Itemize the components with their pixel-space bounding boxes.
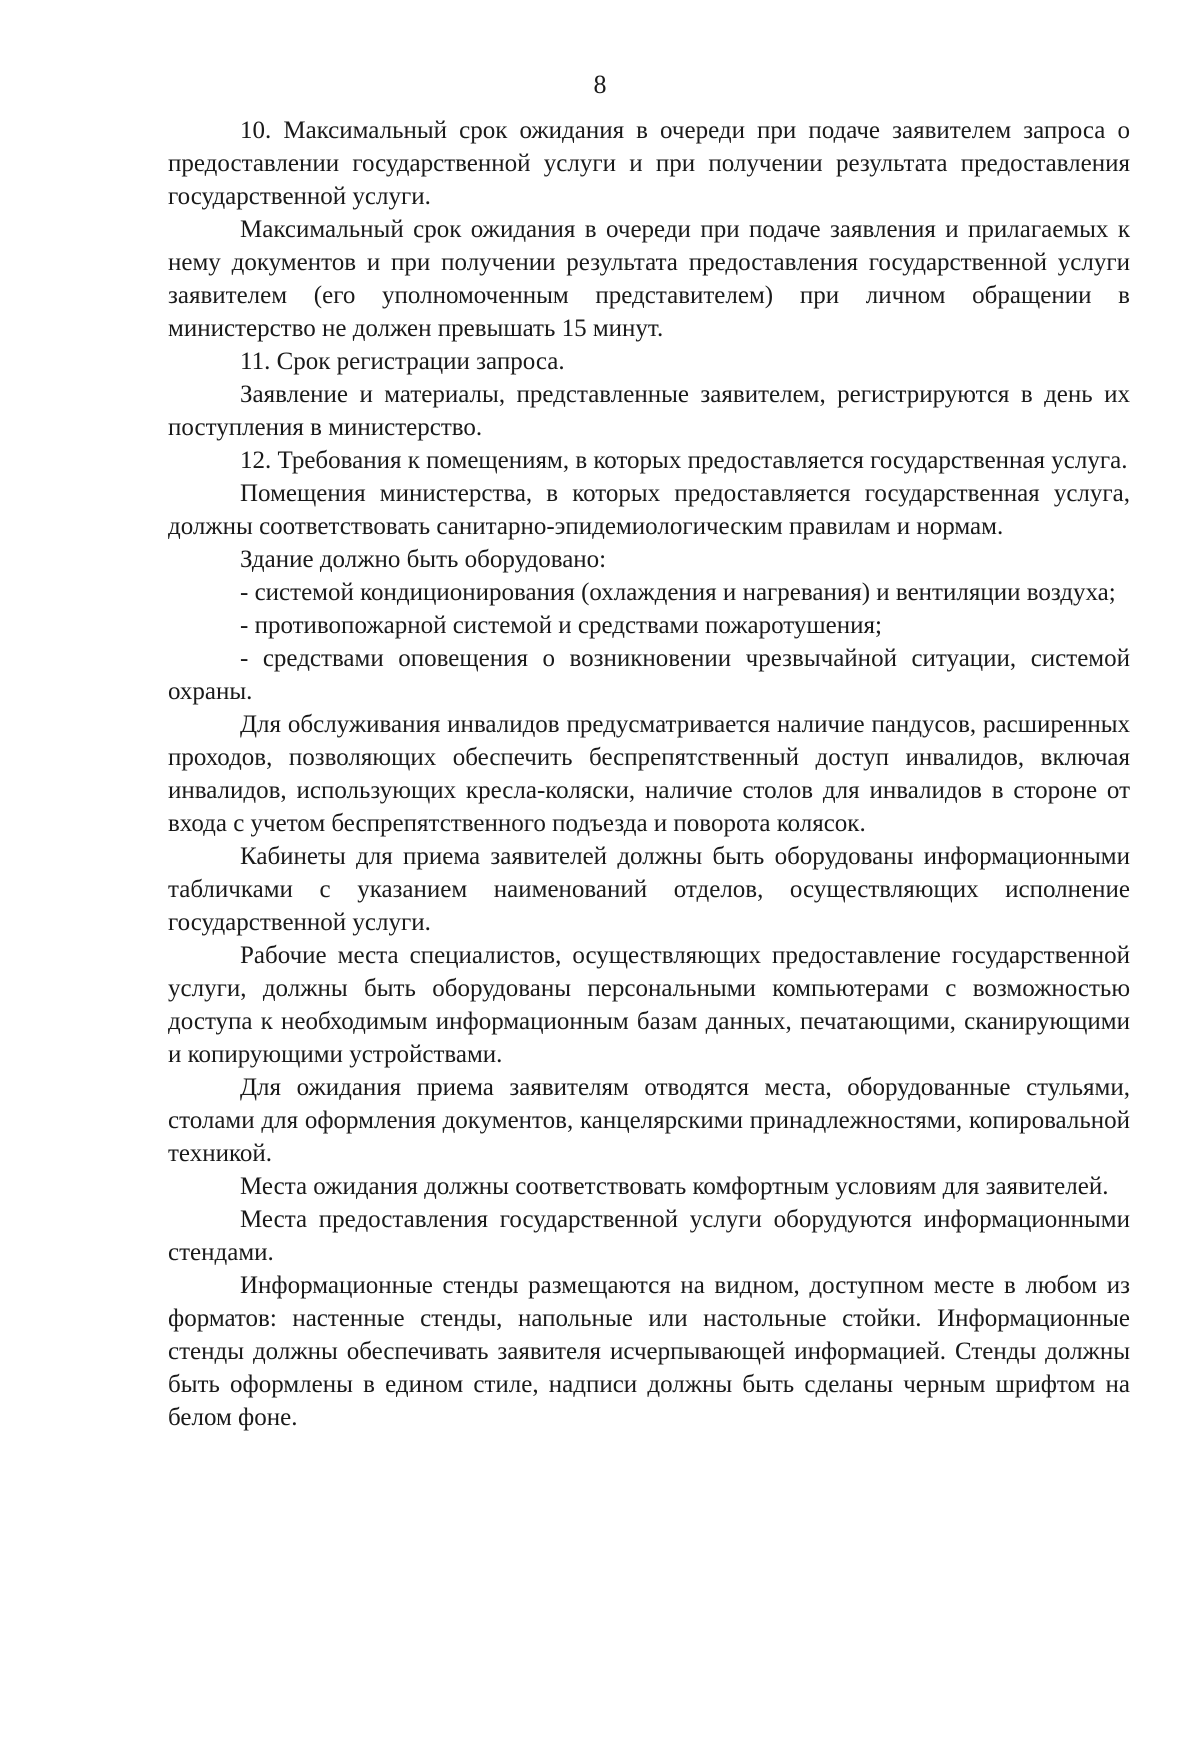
paragraph-accessibility: Для обслуживания инвалидов предусматривается наличие пандусов, расширенных проходов, позволяющих обеспечить беспрепятственный доступ инвалидов, включая инвалидов, использующих кресла-коляски, наличие столов для инвалидов в стороне от входа с учетом беспрепятственного подъезда и поворота колясок. [168,711,1130,837]
list-item-air-conditioning: - системой кондиционирования (охлаждения и нагревания) и вентиляции воздуха; [240,579,1116,606]
paragraph-waiting-comfort: Места ожидания должны соответствовать комфортным условиям для заявителей. [240,1173,1109,1200]
paragraph-premises-heading: 12. Требования к помещениям, в которых предоставляется государственная услуга. [240,447,1128,474]
document-body [168,114,1130,1434]
paragraph-info-stands-details: Информационные стенды размещаются на видном, доступном месте в любом из форматов: настенные стенды, напольные или настольные стойки. Информационные стенды должны обеспечивать заявителя исчерпывающей информацией. Стенды должны быть оформлены в едином стиле, надписи должны быть сделаны черным шрифтом на белом фоне. [168,1272,1130,1431]
paragraph-info-stands: Места предоставления государственной услуги оборудуются информационными стендами. [168,1206,1130,1266]
page-number: 8 [593,70,607,99]
paragraph-building-equipment: Здание должно быть оборудовано: [240,546,607,573]
paragraph-max-wait-heading: 10. Максимальный срок ожидания в очереди при подаче заявителем запроса о предоставлении государственной услуги и при получении результата предоставления государственной услуги. [168,117,1130,210]
list-item-fire-safety: - противопожарной системой и средствами пожаротушения; [240,612,882,639]
list-item-emergency-alert: - средствами оповещения о возникновении чрезвычайной ситуации, системой охраны. [168,645,1130,705]
paragraph-offices: Кабинеты для приема заявителей должны быть оборудованы информационными табличками с указанием наименований отделов, осуществляющих исполнение государственной услуги. [168,843,1130,936]
paragraph-max-wait-text: Максимальный срок ожидания в очереди при подаче заявления и прилагаемых к нему документов и при получении результата предоставления государственной услуги заявителем (его уполномоченным представителем) при личном обращении в министерство не должен превышать 15 минут. [168,216,1130,342]
paragraph-premises-text: Помещения министерства, в которых предоставляется государственная услуга, должны соответствовать санитарно-эпидемиологическим правилам и нормам. [168,480,1130,540]
paragraph-waiting-areas: Для ожидания приема заявителям отводятся места, оборудованные стульями, столами для оформления документов, канцелярскими принадлежностями, копировальной техникой. [168,1074,1130,1167]
paragraph-registration-text: Заявление и материалы, представленные заявителем, регистрируются в день их поступления в министерство. [168,381,1130,441]
paragraph-workplaces: Рабочие места специалистов, осуществляющих предоставление государственной услуги, должны быть оборудованы персональными компьютерами с возможностью доступа к необходимым информационным базам данных, печатающими, сканирующими и копирующими устройствами. [168,942,1130,1068]
paragraph-registration-heading: 11. Срок регистрации запроса. [240,348,565,375]
